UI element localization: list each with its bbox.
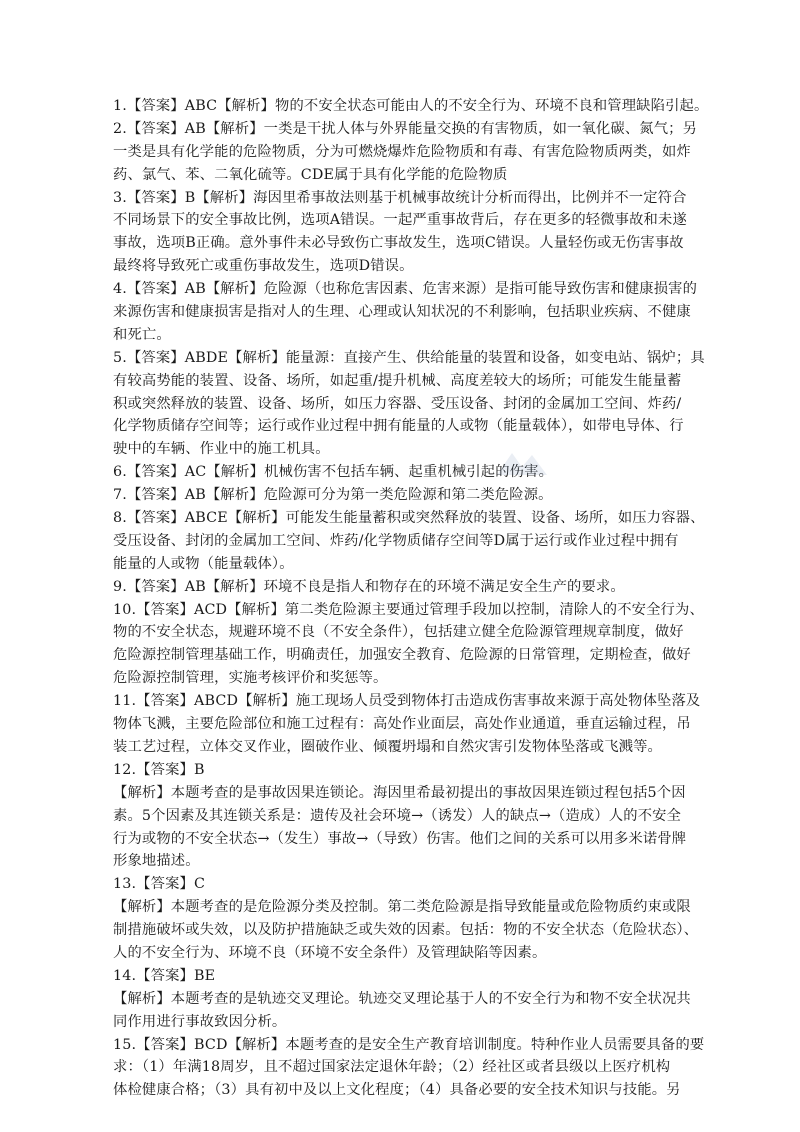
text-line: 能量的人或物（能量载体）。 xyxy=(113,555,294,572)
text-line: 受压设备、封闭的金属加工空间、炸药/化学物质储存空间等D属于运行或作业过程中拥有 xyxy=(113,532,679,549)
text-line: 6.【答案】AC【解析】机械伤害不包括车辆、起重机械引起的伤害。 xyxy=(113,464,554,481)
text-line: 和死亡。 xyxy=(113,326,171,343)
text-line: 5.【答案】ABDE【解析】能量源：直接产生、供给能量的装置和设备，如变电站、锅炉；具 xyxy=(113,349,705,366)
text-line: 物的不安全状态，规避环境不良（不安全条件），包括建立健全危险源管理规章制度，做好 xyxy=(113,624,684,641)
text-line: 10.【答案】ACD【解析】第二类危险源主要通过管理手段加以控制，清除人的不安全行为、 xyxy=(113,601,704,618)
text-line: 不同场景下的安全事故比例，选项A错误。一起严重事故背后，存在更多的轻微事故和未遂 xyxy=(113,212,687,229)
text-line: 最终将导致死亡或重伤事故发生，选项D错误。 xyxy=(113,258,414,275)
text-line: 驶中的车辆、作业中的施工机具。 xyxy=(113,441,330,458)
text-line: 形象地描述。 xyxy=(113,853,200,870)
text-line: 13.【答案】C xyxy=(113,876,206,893)
text-line: 同作用进行事故致因分析。 xyxy=(113,1013,287,1030)
text-line: 来源伤害和健康损害是指对人的生理、心理或认知状况的不利影响，包括职业疾病、不健康 xyxy=(113,304,691,321)
text-line: 9.【答案】AB【解析】环境不良是指人和物存在的环境不满足安全生产的要求。 xyxy=(113,578,625,595)
text-line: 一类是具有化学能的危险物质，分为可燃烧爆炸危险物质和有毒、有害危险物质两类，如炸 xyxy=(113,143,691,160)
text-line: 求：（1）年满18周岁，且不超过国家法定退休年龄；（2）经社区或者县级以上医疗机构 xyxy=(113,1059,671,1076)
text-line: 【解析】本题考查的是危险源分类及控制。第二类危险源是指导致能量或危险物质约束或限 xyxy=(113,899,691,916)
text-line: 【解析】本题考查的是轨迹交叉理论。轨迹交叉理论基于人的不安全行为和物不安全状况共 xyxy=(113,990,691,1007)
text-line: 装工艺过程，立体交叉作业，圈破作业、倾覆坍塌和自然灾害引发物体坠落或飞溅等。 xyxy=(113,738,662,755)
text-line: 1.【答案】ABC【解析】物的不安全状态可能由人的不安全行为、环境不良和管理缺陷引起。 xyxy=(113,98,709,114)
text-line: 15.【答案】BCD【解析】本题考查的是安全生产教育培训制度。特种作业人员需要具备的要 xyxy=(113,1036,705,1053)
text-line: 危险源控制管理基础工作，明确责任，加强安全教育、危险源的日常管理，定期检查，做好 xyxy=(113,647,691,664)
text-line: 8.【答案】ABCE【解析】可能发生能量蓄积或突然释放的装置、设备、场所，如压力容器、 xyxy=(113,510,705,527)
text-line: 体检健康合格；（3）具有初中及以上文化程度；（4）具备必要的安全技术知识与技能。另 xyxy=(113,1082,681,1099)
text-line: 制措施破坏或失效，以及防护措施缺乏或失效的因素。包括：物的不安全状态（危险状态）、 xyxy=(113,922,699,939)
text-line: 药、氯气、苯、二氧化硫等。CDE属于具有化学能的危险物质 xyxy=(113,166,508,183)
answer-document xyxy=(113,95,709,1102)
text-line: 危险源控制管理，实施考核评价和奖惩等。 xyxy=(113,670,388,687)
text-line: 2.【答案】AB【解析】一类是干扰人体与外界能量交换的有害物质，如一氧化碳、氮气；另 xyxy=(113,120,698,137)
text-line: 化学物质储存空间等；运行或作业过程中拥有能量的人或物（能量载体），如带电导体、行 xyxy=(113,418,684,435)
text-line: 11.【答案】ABCD【解析】施工现场人员受到物体打击造成伤害事故来源于高处物体坠落及 xyxy=(113,693,701,710)
watermark-logo xyxy=(492,445,552,485)
text-line: 事故，选项B正确。意外事件未必导致伤亡事故发生，选项C错误。人量轻伤或无伤害事故 xyxy=(113,235,684,252)
text-line: 7.【答案】AB【解析】危险源可分为第一类危险源和第二类危险源。 xyxy=(113,487,553,504)
text-line: 素。5个因素及其连锁关系是：遗传及社会环境→（诱发）人的缺点→（造成）人的不安全 xyxy=(113,807,682,824)
text-line: 行为或物的不安全状态→（发生）事故→（导致）伤害。他们之间的关系可以用多米诺骨牌 xyxy=(113,830,687,847)
text-line: 14.【答案】BE xyxy=(113,967,216,984)
text-line: 物体飞溅，主要危险部位和施工过程有：高处作业面层，高处作业通道，垂直运输过程，吊 xyxy=(113,716,691,733)
text-line: 3.【答案】B【解析】海因里希事故法则基于机械事故统计分析而得出，比例并不一定符合 xyxy=(113,189,687,206)
text-line: 4.【答案】AB【解析】危险源（也称危害因素、危害来源）是指可能导致伤害和健康损害的 xyxy=(113,281,698,298)
text-line: 有较高势能的装置、设备、场所，如起重/提升机械、高度差较大的场所；可能发生能量蓄 xyxy=(113,372,682,389)
text-line: 【解析】本题考查的是事故因果连锁论。海因里希最初提出的事故因果连锁过程包括5个因 xyxy=(113,784,686,801)
text-line: 人的不安全行为、环境不良（环境不安全条件）及管理缺陷等因素。 xyxy=(113,944,547,961)
text-line: 12.【答案】B xyxy=(113,761,205,778)
text-line: 积或突然释放的装置、设备、场所，如压力容器、受压设备、封闭的金属加工空间、炸药/ xyxy=(113,395,682,412)
